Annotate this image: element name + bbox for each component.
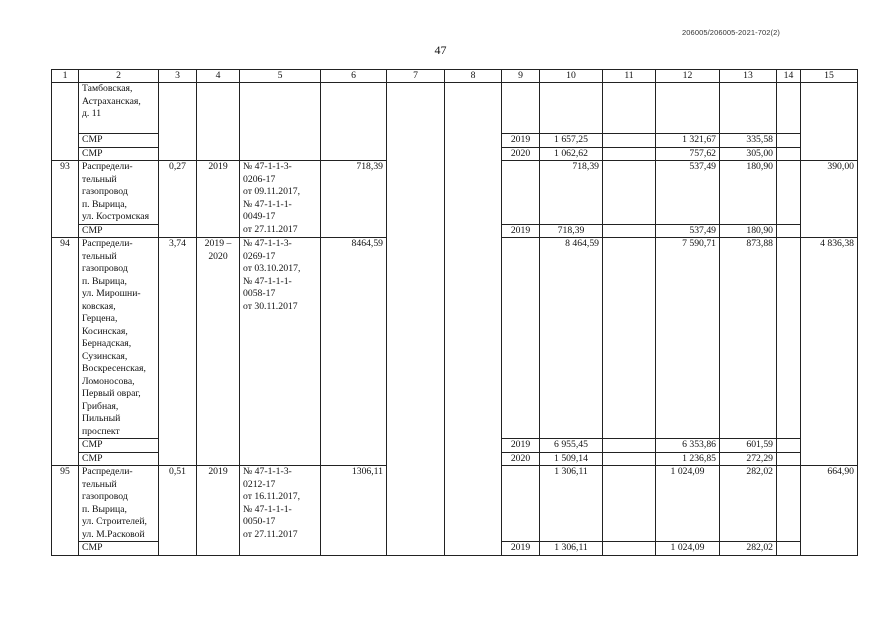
value-cell: 305,00 — [720, 147, 777, 161]
value-cell: 1 321,67 — [656, 134, 720, 148]
column-header: 8 — [445, 70, 502, 83]
work-type-label: СМР — [79, 439, 159, 453]
value-cell: 180,90 — [720, 224, 777, 238]
cell — [603, 147, 656, 161]
value-cell: 7 590,71 — [656, 238, 720, 439]
column-header: 4 — [197, 70, 240, 83]
cell — [720, 83, 777, 134]
cell — [321, 83, 387, 161]
cell — [603, 466, 656, 542]
value-cell: 282,02 — [720, 542, 777, 556]
value-cell: 282,02 — [720, 466, 777, 542]
cell — [777, 452, 801, 466]
cell — [159, 83, 197, 161]
work-type-label: СМР — [79, 147, 159, 161]
work-type-label: СМР — [79, 224, 159, 238]
work-type-label: СМР — [79, 134, 159, 148]
year-cell: 2019 — [502, 224, 540, 238]
value-cell: 718,39 — [540, 161, 603, 225]
cell — [777, 224, 801, 238]
year-cell: 2020 — [502, 452, 540, 466]
cell — [777, 542, 801, 556]
column-header: 5 — [240, 70, 321, 83]
year-cell: 2019 — [502, 134, 540, 148]
length-cell: 0,51 — [159, 466, 197, 556]
value-cell: 8464,59 — [321, 238, 387, 466]
value-cell: 8 464,59 — [540, 238, 603, 439]
value-cell: 1 509,14 — [540, 452, 603, 466]
cell — [777, 161, 801, 225]
budget-table — [51, 69, 858, 556]
column-header: 15 — [801, 70, 858, 83]
object-name: Распредели- тельный газопровод п. Вырица, ул. Костромская — [79, 161, 159, 225]
cell — [502, 161, 540, 225]
value-cell: 335,58 — [720, 134, 777, 148]
years-cell: 2019 — [197, 161, 240, 238]
value-cell: 1 236,85 — [656, 452, 720, 466]
cell — [197, 83, 240, 161]
column-header: 9 — [502, 70, 540, 83]
value-cell: 757,62 — [656, 147, 720, 161]
page-number: 47 — [434, 43, 447, 57]
cell — [603, 238, 656, 439]
cell — [445, 83, 502, 556]
value-cell: 873,88 — [720, 238, 777, 439]
value-cell: 1 657,25 — [540, 134, 603, 148]
permit-docs: № 47-1-1-3- 0212-17 от 16.11.2017, № 47-1-1-1- 0050-17 от 27.11.2017 — [240, 466, 321, 556]
value-cell: 6 955,45 — [540, 439, 603, 453]
value-cell: 718,39 — [321, 161, 387, 238]
cell — [777, 147, 801, 161]
column-header: 10 — [540, 70, 603, 83]
column-header: 2 — [79, 70, 159, 83]
value-cell: 1 024,09 — [656, 542, 720, 556]
value-cell: 537,49 — [656, 224, 720, 238]
object-name: Тамбовская, Астраханская, д. 11 — [79, 83, 159, 134]
value-cell: 1 062,62 — [540, 147, 603, 161]
length-cell: 0,27 — [159, 161, 197, 238]
cell — [777, 83, 801, 134]
cell — [603, 134, 656, 148]
value-cell: 537,49 — [656, 161, 720, 225]
value-cell: 601,59 — [720, 439, 777, 453]
years-cell: 2019 – 2020 — [197, 238, 240, 466]
cell — [777, 238, 801, 439]
value-cell: 6 353,86 — [656, 439, 720, 453]
table-row — [52, 83, 858, 134]
column-header: 1 — [52, 70, 79, 83]
value-cell: 180,90 — [720, 161, 777, 225]
column-header: 13 — [720, 70, 777, 83]
row-number: 94 — [52, 238, 79, 466]
object-name: Распредели- тельный газопровод п. Вырица, ул. Строителей, ул. М.Расковой — [79, 466, 159, 542]
permit-docs: № 47-1-1-3- 0206-17 от 09.11.2017, № 47-1-1-1- 0049-17 от 27.11.2017 — [240, 161, 321, 238]
cell — [540, 83, 603, 134]
cell — [52, 83, 79, 161]
cell — [502, 238, 540, 439]
cell — [603, 452, 656, 466]
column-header: 7 — [387, 70, 445, 83]
permit-docs: № 47-1-1-3- 0269-17 от 03.10.2017, № 47-1-1-1- 0058-17 от 30.11.2017 — [240, 238, 321, 466]
year-cell: 2019 — [502, 439, 540, 453]
year-cell: 2020 — [502, 147, 540, 161]
value-cell: 1 306,11 — [540, 466, 603, 542]
value-cell: 718,39 — [540, 224, 603, 238]
cell — [502, 466, 540, 542]
value-cell: 4 836,38 — [801, 238, 858, 466]
work-type-label: СМР — [79, 542, 159, 556]
value-cell: 664,90 — [801, 466, 858, 556]
column-number-row — [52, 70, 858, 83]
column-header: 12 — [656, 70, 720, 83]
cell — [387, 83, 445, 556]
row-number: 93 — [52, 161, 79, 238]
value-cell: 1 306,11 — [540, 542, 603, 556]
object-name: Распредели- тельный газопровод п. Вырица, ул. Мирошни- ковская, Герцена, Косинская, Бернадская, Сузинская, Воскресенская, Ломоносова, Первый овраг, Грибная, Пильный проспект — [79, 238, 159, 439]
cell — [603, 439, 656, 453]
cell — [777, 134, 801, 148]
work-type-label: СМР — [79, 452, 159, 466]
years-cell: 2019 — [197, 466, 240, 556]
cell — [240, 83, 321, 161]
column-header: 6 — [321, 70, 387, 83]
column-header: 11 — [603, 70, 656, 83]
cell — [777, 439, 801, 453]
cell — [777, 466, 801, 542]
value-cell: 272,29 — [720, 452, 777, 466]
value-cell: 1 024,09 — [656, 466, 720, 542]
cell — [603, 542, 656, 556]
cell — [656, 83, 720, 134]
cell — [603, 83, 656, 134]
value-cell: 390,00 — [801, 161, 858, 238]
cell — [603, 161, 656, 225]
cell — [502, 83, 540, 134]
column-header: 3 — [159, 70, 197, 83]
cell — [801, 83, 858, 161]
document-number: 206005/206005-2021-702(2) — [682, 28, 780, 37]
row-number: 95 — [52, 466, 79, 556]
year-cell: 2019 — [502, 542, 540, 556]
column-header: 14 — [777, 70, 801, 83]
cell — [603, 224, 656, 238]
value-cell: 1306,11 — [321, 466, 387, 556]
length-cell: 3,74 — [159, 238, 197, 466]
